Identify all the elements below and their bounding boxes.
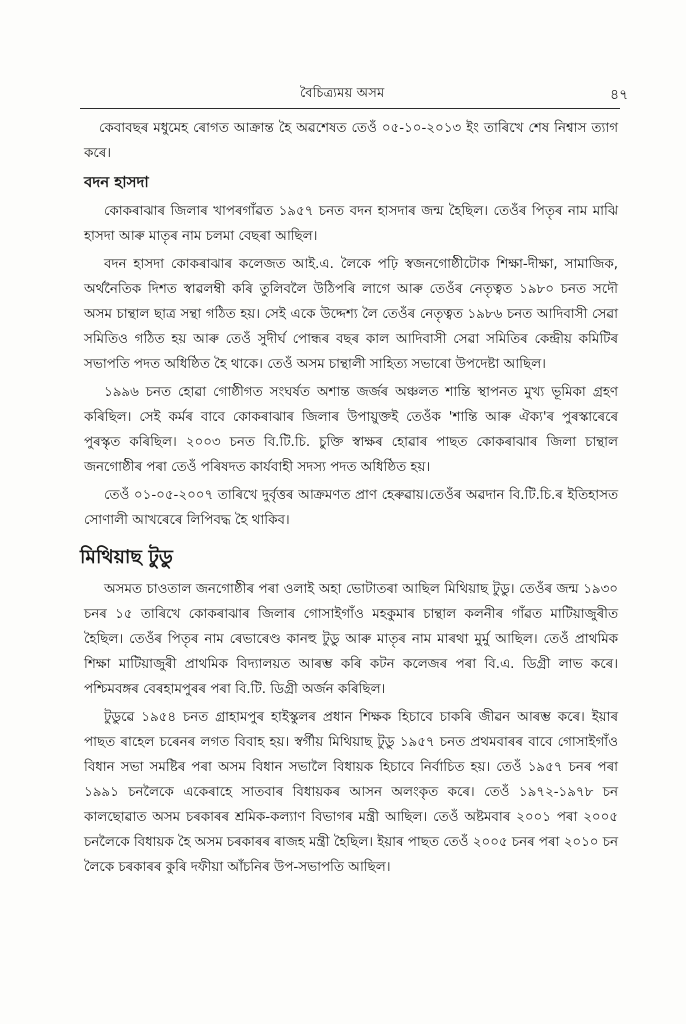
paragraph: টুডুৱে ১৯৫৪ চনত গ্ৰাহামপুৰ হাইস্কুলৰ প্ৰধান শিক্ষক হিচাবে চাকৰি জীৱন আৰম্ভ কৰে। ইয়াৰ পাছত ৰাহেল চৰেনৰ লগত বিবাহ হয়। স্বৰ্গীয় মিথিয়াছ টুডু ১৯৫৭ চনত প্ৰথমবাৰৰ বাবে গোসাইগাঁও বিধান সভা সমষ্টিৰ পৰা অসম বিধান সভালৈ বিধায়ক হিচাবে নিৰ্বাচিত হয়। তেওঁ ১৯৫৭ চনৰ পৰা ১৯৯১ চনলৈকে একেৰাহে সাতবাৰ বিধায়কৰ আসন অলংকৃত কৰে। তেওঁ ১৯৭২-১৯৭৮ চন কালছোৱাত অসম চৰকাৰৰ শ্ৰমিক-কল্যাণ বিভাগৰ মন্ত্ৰী আছিল। তেওঁ অষ্টমবাৰ ২০০১ পৰা ২০০৫ চনলৈকে বিধায়ক হৈ অসম চৰকাৰৰ ৰাজহ মন্ত্ৰী হৈছিল। ইয়াৰ পাছত তেওঁ ২০০৫ চনৰ পৰা ২০১০ চন লৈকে চৰকাৰৰ কুৰি দফীয়া আঁচনিৰ উপ-সভাপতি আছিল। — [84, 710, 618, 875]
page-body — [80, 116, 618, 883]
section-heading-badan-hasda: বদন হাসদা — [84, 173, 149, 191]
running-title: বৈচিত্ৰ্যময় অসম — [300, 86, 385, 101]
section-heading-mithiyas-tudu: মিথিয়াছ টুডু — [80, 546, 173, 568]
paragraph: তেওঁ ০১-০৫-২০০৭ তাৰিখে দুৰ্বৃত্তৰ আক্ৰমণত প্ৰাণ হেৰুৱায়।তেওঁৰ অৱদান বি.টি.চি.ৰ ইতিহাসত সোণালী আখৰেৰে লিপিবদ্ধ হৈ থাকিব। — [84, 488, 618, 528]
paragraph: অসমত চাওতাল জনগোষ্ঠীৰ পৰা ওলাই অহা ভোটাতৰা আছিল মিথিয়াছ টুডু। তেওঁৰ জন্ম ১৯৩০ চনৰ ১৫ তাৰিখে কোকৰাঝাৰ জিলাৰ গোসাইগাঁও মহকুমাৰ চান্থাল কলনীৰ গাঁৱত মাটিয়াজুৰীত হৈছিল। তেওঁৰ পিতৃৰ নাম ৰেভাৰেণ্ড কানহু টুডু আৰু মাতৃৰ নাম মাৰথা মুৰ্মু আছিল। তেওঁ প্ৰাথমিক শিক্ষা মাটিয়াজুৰী প্ৰাথমিক বিদ্যালয়ত আৰম্ভ কৰি কটন কলেজৰ পৰা বি.এ. ডিগ্ৰী লাভ কৰে। পশ্চিমবঙ্গৰ বেৰহামপুৰৰ পৰা বি.টি. ডিগ্ৰী অৰ্জন কৰিছিল। — [84, 582, 618, 697]
running-head — [0, 84, 686, 106]
header-rule — [80, 108, 620, 109]
paragraph: কোকৰাঝাৰ জিলাৰ খাপৰগাঁৱত ১৯৫৭ চনত বদন হাসদাৰ জন্ম হৈছিল। তেওঁৰ পিতৃৰ নাম মাঝি হাসদা আৰু মাতৃৰ নাম চলমা বেছৰা আছিল। — [84, 204, 618, 244]
paragraph: ১৯৯৬ চনত হোৱা গোষ্ঠীগত সংঘৰ্ষত অশান্ত জৰ্জৰ অঞ্চলত শান্তি স্থাপনত মুখ্য ভূমিকা গ্ৰহণ কৰিছিল। সেই কৰ্মৰ বাবে কোকৰাঝাৰ জিলাৰ উপায়ুক্তই তেওঁক 'শান্তি আৰু ঐক্য'ৰ পুৰস্কাৰেৰে পুৰস্কৃত কৰিছিল। ২০০৩ চনত বি.টি.চি. চুক্তি স্বাক্ষৰ হোৱাৰ পাছত কোকৰাঝাৰ জিলা চান্থাল জনগোষ্ঠীৰ পৰা তেওঁ পৰিষদত কাৰ্যবাহী সদস্য পদত অধিষ্ঠিত হয়। — [84, 385, 618, 475]
continued-paragraph: কেবাবছৰ মধুমেহ ৰোগত আক্ৰান্ত হৈ অৱশেষত তেওঁ ০৫-১০-২০১৩ ইং তাৰিখে শেষ নিশ্বাস ত্যাগ কৰে। — [84, 121, 618, 161]
page-number: ৪৭ — [610, 87, 629, 103]
paragraph: বদন হাসদা কোকৰাঝাৰ কলেজত আই.এ. লৈকে পঢ়ি স্বজনগোষ্ঠীটোক শিক্ষা-দীক্ষা, সামাজিক, অৰ্থনৈতিক দিশত স্বাৱলম্বী কৰি তুলিবলৈ উঠিপৰি লাগে আৰু তেওঁৰ নেতৃত্বত ১৯৮০ চনত সদৌ অসম চান্থাল ছাত্ৰ সন্থা গঠিত হয়। সেই একে উদ্দেশ্য লৈ তেওঁৰ নেতৃত্বত ১৯৮৬ চনত আদিবাসী সেৱা সমিতিও গঠিত হয় আৰু তেওঁ সুদীৰ্ঘ পোন্ধৰ বছৰ কাল আদিবাসী সেৱা সমিতিৰ কেন্দ্ৰীয় কমিটিৰ সভাপতি পদত অধিষ্ঠিত হৈ থাকে। তেওঁ অসম চান্থালী সাহিত্য সভাৰো উপদেষ্টা আছিল। — [84, 257, 618, 372]
